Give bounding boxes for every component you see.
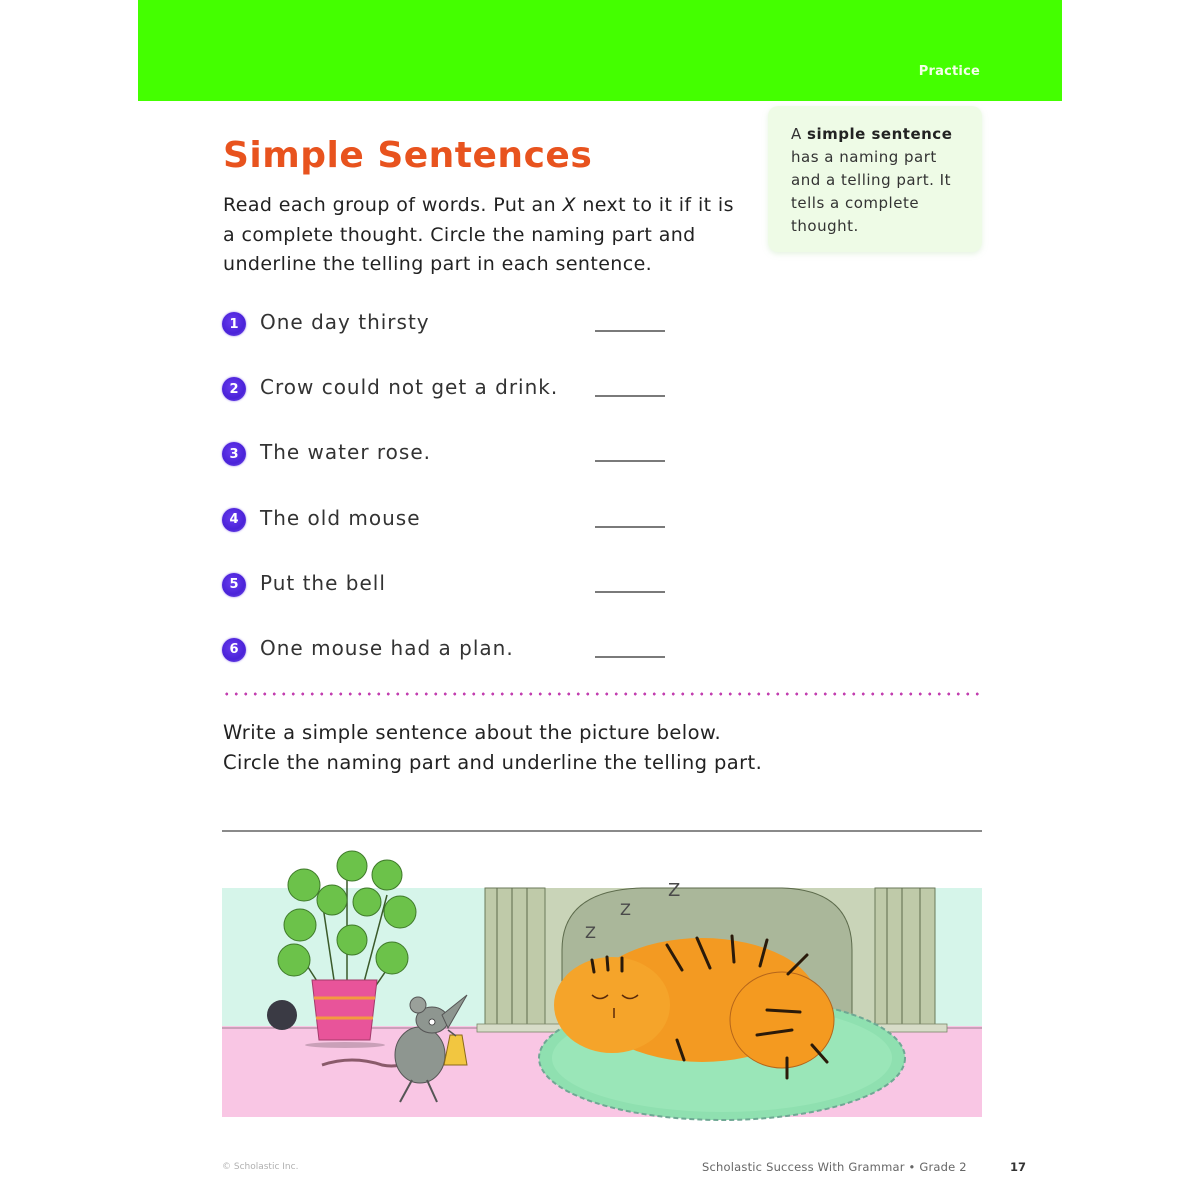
number-badge: 5 — [222, 573, 246, 597]
dotted-divider — [222, 692, 982, 696]
exercise-item — [222, 631, 682, 696]
number-badge: 3 — [222, 442, 246, 466]
write-instruction-line-2: Circle the naming part and underline the telling part. — [223, 751, 763, 774]
number-badge: 4 — [222, 508, 246, 532]
item-text: Put the bell — [260, 570, 386, 595]
answer-blank[interactable] — [595, 656, 665, 658]
answer-blank[interactable] — [595, 526, 665, 528]
svg-text:Z: Z — [668, 880, 681, 901]
write-instructions — [223, 718, 923, 778]
instructions-part2: next to it if it is a complete thought. Circle the naming part and underline the telling part in each sentence. — [223, 194, 734, 275]
item-text: One day thirsty — [260, 310, 430, 334]
page-title: Simple Sentences — [223, 135, 593, 176]
exercise-item — [222, 435, 682, 500]
svg-text:Z: Z — [620, 900, 631, 919]
callout-term: simple sentence — [807, 125, 953, 143]
answer-blank[interactable] — [595, 591, 665, 593]
rock-icon — [267, 1000, 297, 1030]
exercise-item — [222, 305, 682, 370]
answer-blank[interactable] — [595, 460, 665, 462]
page-number: 17 — [1010, 1160, 1027, 1174]
copyright: © Scholastic Inc. — [222, 1162, 299, 1172]
write-instruction-line-1: Write a simple sentence about the picture below. — [223, 721, 722, 744]
instructions — [223, 191, 743, 280]
header-band — [138, 0, 1062, 101]
zzz-text: Z — [585, 923, 596, 942]
exercise-item — [222, 566, 682, 631]
item-text: Crow could not get a drink. — [260, 375, 559, 400]
number-badge: 6 — [222, 638, 246, 662]
item-text: One mouse had a plan. — [260, 635, 514, 660]
exercise-item — [222, 370, 682, 435]
exercise-list — [222, 305, 682, 696]
item-text: The water rose. — [260, 440, 431, 465]
number-badge: 2 — [222, 377, 246, 401]
definition-callout — [768, 106, 982, 252]
answer-blank[interactable] — [595, 330, 665, 332]
illustration-mouse-and-cat — [222, 840, 982, 1140]
callout-lead: A — [791, 125, 808, 143]
book-title: Scholastic Success With Grammar • Grade 2 — [702, 1160, 967, 1174]
exercise-item — [222, 501, 682, 566]
item-text: The old mouse — [260, 505, 421, 530]
answer-blank[interactable] — [595, 395, 665, 397]
section-label: Practice — [918, 64, 980, 79]
callout-body: has a naming part and a telling part. It tells a complete thought. — [791, 148, 951, 235]
x-mark: X — [562, 194, 576, 216]
sentence-writing-line[interactable] — [222, 830, 982, 832]
instructions-part1: Read each group of words. Put an — [223, 194, 563, 216]
number-badge: 1 — [222, 312, 246, 336]
